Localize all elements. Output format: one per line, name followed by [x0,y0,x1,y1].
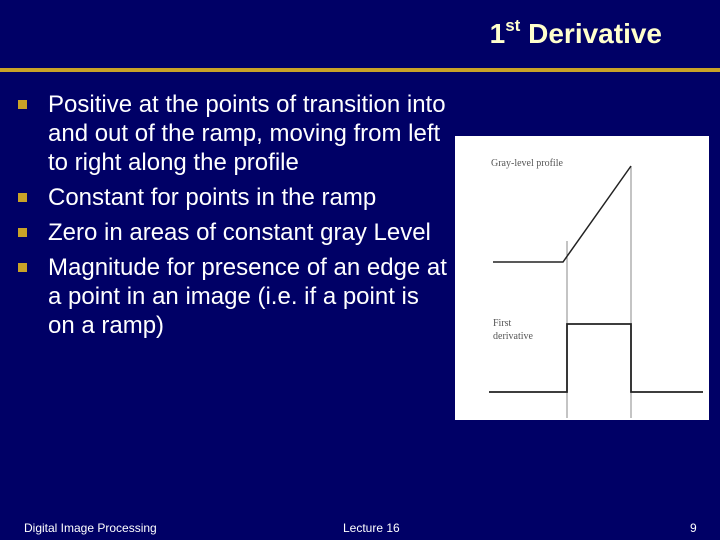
footer-lecture: Lecture 16 [343,521,400,535]
bullet-item [18,90,448,177]
bullet-item [18,253,448,340]
title-text: Derivative [528,18,662,49]
square-bullet-icon [18,263,27,272]
derivative-diagram [455,136,709,420]
bullet-text: Constant for points in the ramp [48,184,377,211]
bullet-item [18,183,448,212]
derivative-figure [455,136,709,420]
derivative-label-line1: First [493,318,512,329]
slide-title [490,18,662,50]
profile-label: Gray-level profile [491,158,563,169]
bullet-item [18,218,448,247]
footer-page-number: 9 [690,521,697,535]
square-bullet-icon [18,228,27,237]
square-bullet-icon [18,193,27,202]
title-number: 1 [489,18,506,49]
title-divider [0,68,720,72]
bullet-text: Zero in areas of constant gray Level [48,219,431,246]
square-bullet-icon [18,100,27,109]
bullet-text: Magnitude for presence of an edge at a point in an image (i.e. if a point is on a ramp) [48,254,447,339]
bullet-text: Positive at the points of transition into and out of the ramp, moving from left to right along the profile [48,91,446,176]
footer-course: Digital Image Processing [24,521,157,535]
bullet-list [18,90,448,346]
derivative-label-line2: derivative [493,331,533,342]
gray-level-profile-line [493,166,631,262]
title-superscript: st [505,16,521,35]
